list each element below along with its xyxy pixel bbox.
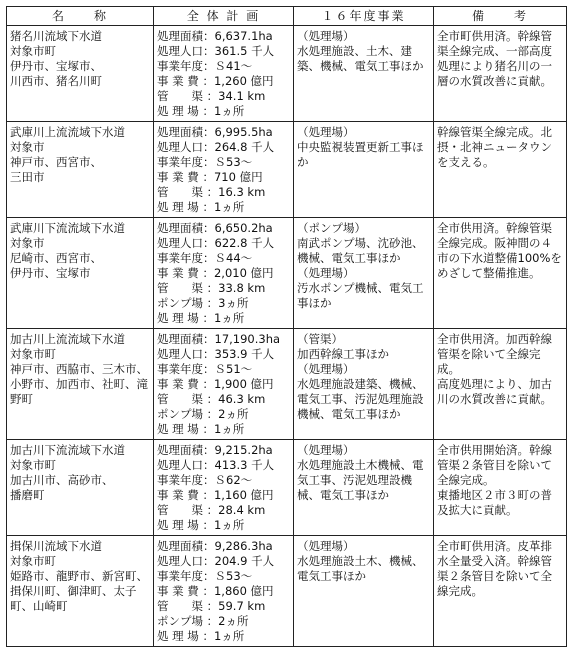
project-cell-line: 水処理施設建築、機械、電気工事、汚泥処理施設機械、電気工事ほか bbox=[297, 377, 424, 421]
name-cell-line: 揖保川流域下水道 bbox=[10, 539, 102, 553]
project-cell bbox=[294, 329, 434, 440]
project-cell-line: （処理場） bbox=[297, 29, 355, 43]
name-cell-line: 武庫川上流流域下水道 bbox=[10, 125, 125, 139]
plan-cell-line: 処理面積：17,190.3ha bbox=[157, 332, 281, 346]
name-cell-line: 加古川市、高砂市、 bbox=[10, 473, 114, 487]
notes-cell bbox=[434, 122, 567, 218]
plan-cell-line: 事業年度：Ｓ53～ bbox=[157, 155, 253, 169]
name-cell-line: 対象市 bbox=[10, 236, 45, 250]
name-cell-line: 加古川上流流域下水道 bbox=[10, 332, 125, 346]
plan-cell-line: 事 業 費 ：1,260 億円 bbox=[157, 74, 274, 88]
table-row bbox=[7, 218, 567, 329]
table-row bbox=[7, 122, 567, 218]
plan-cell bbox=[154, 26, 294, 122]
name-cell bbox=[7, 218, 154, 329]
name-cell-line: 川西市、猪名川町 bbox=[10, 74, 102, 88]
plan-cell-line: 事業年度：Ｓ62～ bbox=[157, 473, 253, 487]
project-cell-line: （処理場） bbox=[297, 125, 355, 139]
name-cell-line: 猪名川流域下水道 bbox=[10, 29, 102, 43]
name-cell-line: 神戸市、西宮市、 bbox=[10, 155, 102, 169]
plan-cell-line: 管 渠 ：59.7 km bbox=[157, 599, 266, 613]
plan-cell-line: 処理面積：9,215.2ha bbox=[157, 443, 273, 457]
header-fy16-project: １６年度事業 bbox=[294, 7, 434, 26]
sewerage-plan-table bbox=[6, 6, 567, 647]
plan-cell-line: 事 業 費 ：1,900 億円 bbox=[157, 377, 274, 391]
plan-cell bbox=[154, 329, 294, 440]
sewerage-table-container bbox=[6, 6, 567, 647]
plan-cell-line: 管 渠 ：33.8 km bbox=[157, 281, 266, 295]
plan-cell bbox=[154, 440, 294, 536]
plan-cell-line: 事業年度：Ｓ53～ bbox=[157, 569, 253, 583]
name-cell-line: 三田市 bbox=[10, 170, 45, 184]
plan-cell-line: 管 渠 ：34.1 km bbox=[157, 89, 266, 103]
name-cell-line: 尼崎市、西宮市、 bbox=[10, 251, 102, 265]
notes-cell-line: 全市供用済。加西幹線管渠を除いて全線完成。 bbox=[437, 332, 552, 376]
project-cell bbox=[294, 440, 434, 536]
plan-cell bbox=[154, 218, 294, 329]
plan-cell-line: 事 業 費 ：2,010 億円 bbox=[157, 266, 274, 280]
project-cell bbox=[294, 536, 434, 647]
project-cell-line: 加西幹線工事ほか bbox=[297, 347, 389, 361]
plan-cell-line: 処 理 場 ：1ヵ所 bbox=[157, 311, 245, 325]
name-cell-line: 播磨町 bbox=[10, 488, 45, 502]
table-row bbox=[7, 536, 567, 647]
plan-cell-line: 管 渠 ：46.3 km bbox=[157, 392, 266, 406]
plan-cell-line: ポンプ場 ：3ヵ所 bbox=[157, 296, 249, 310]
plan-cell-line: 処 理 場 ：1ヵ所 bbox=[157, 200, 245, 214]
name-cell bbox=[7, 329, 154, 440]
plan-cell bbox=[154, 122, 294, 218]
notes-cell bbox=[434, 536, 567, 647]
name-cell-line: 伊丹市、宝塚市、 bbox=[10, 59, 102, 73]
name-cell-line: 武庫川下流流域下水道 bbox=[10, 221, 125, 235]
name-cell-line: 伊丹市、宝塚市 bbox=[10, 266, 91, 280]
project-cell bbox=[294, 122, 434, 218]
plan-cell-line: 事 業 費 ：1,860 億円 bbox=[157, 584, 274, 598]
plan-cell-line: ポンプ場 ：2ヵ所 bbox=[157, 407, 249, 421]
project-cell-line: （処理場） bbox=[297, 266, 355, 280]
notes-cell-line: 全市供用済。幹線管渠全線完成。阪神間の４市の下水道整備100%をめざして整備推進。 bbox=[437, 221, 562, 280]
project-cell-line: （処理場） bbox=[297, 362, 355, 376]
plan-cell-line: 処理人口：353.9 千人 bbox=[157, 347, 275, 361]
project-cell-line: 水処理施設、土木、建築、機械、電気工事ほか bbox=[297, 44, 424, 73]
plan-cell-line: 事業年度：Ｓ51～ bbox=[157, 362, 253, 376]
plan-cell bbox=[154, 536, 294, 647]
plan-cell-line: 事業年度：Ｓ41～ bbox=[157, 59, 253, 73]
notes-cell-line: 全市町供用済。幹線管渠全線完成、一部高度処理により猪名川の一層の水質改善に貢献。 bbox=[437, 29, 552, 88]
plan-cell-line: 処理面積：6,995.5ha bbox=[157, 125, 273, 139]
name-cell-line: 対象市町 bbox=[10, 554, 56, 568]
notes-cell bbox=[434, 329, 567, 440]
name-cell-line: 姫路市、龍野市、新宮町、揖保川町、御津町、太子町、山崎町 bbox=[10, 569, 148, 613]
name-cell bbox=[7, 26, 154, 122]
header-overall-plan: 全 体 計 画 bbox=[154, 7, 294, 26]
plan-cell-line: 処理面積：9,286.3ha bbox=[157, 539, 273, 553]
notes-cell bbox=[434, 26, 567, 122]
name-cell-line: 対象市町 bbox=[10, 44, 56, 58]
plan-cell-line: 処 理 場 ：1ヵ所 bbox=[157, 422, 245, 436]
plan-cell-line: 処理人口：413.3 千人 bbox=[157, 458, 275, 472]
notes-cell-line: 高度処理により、加古川の水質改善に貢献。 bbox=[437, 377, 552, 406]
plan-cell-line: 処 理 場 ：1ヵ所 bbox=[157, 104, 245, 118]
project-cell-line: 水処理施設土木機械、電気工事、汚泥処理設機械、電気工事ほか bbox=[297, 458, 424, 502]
notes-cell-line: 東播地区２市３町の普及拡大に貢献。 bbox=[437, 488, 552, 517]
name-cell-line: 対象市町 bbox=[10, 458, 56, 472]
name-cell-line: 対象市町 bbox=[10, 347, 56, 361]
name-cell-line: 神戸市、西脇市、三木市、小野市、加西市、社町、滝野町 bbox=[10, 362, 148, 406]
plan-cell-line: 管 渠 ：28.4 km bbox=[157, 503, 266, 517]
header-remarks: 備 考 bbox=[434, 7, 567, 26]
plan-cell-line: 処 理 場 ：1ヵ所 bbox=[157, 629, 245, 643]
plan-cell-line: 事 業 費 ：710 億円 bbox=[157, 170, 263, 184]
project-cell-line: 中央監視装置更新工事ほか bbox=[297, 140, 424, 169]
project-cell bbox=[294, 26, 434, 122]
project-cell bbox=[294, 218, 434, 329]
project-cell-line: （処理場） bbox=[297, 539, 355, 553]
plan-cell-line: 処 理 場 ：1ヵ所 bbox=[157, 518, 245, 532]
plan-cell-line: ポンプ場 ：2ヵ所 bbox=[157, 614, 249, 628]
plan-cell-line: 処理面積：6,650.2ha bbox=[157, 221, 273, 235]
notes-cell-line: 全市供用開始済。幹線管渠２条管目を除いて全線完成。 bbox=[437, 443, 552, 487]
plan-cell-line: 処理人口：264.8 千人 bbox=[157, 140, 275, 154]
name-cell-line: 加古川下流流域下水道 bbox=[10, 443, 125, 457]
name-cell bbox=[7, 122, 154, 218]
plan-cell-line: 処理人口：622.8 千人 bbox=[157, 236, 275, 250]
project-cell-line: （ポンプ場） bbox=[297, 221, 366, 235]
project-cell-line: （管渠） bbox=[297, 332, 343, 346]
project-cell-line: 汚水ポンプ機械、電気工事ほか bbox=[297, 281, 424, 310]
plan-cell-line: 処理人口：361.5 千人 bbox=[157, 44, 275, 58]
name-cell bbox=[7, 536, 154, 647]
plan-cell-line: 事業年度：Ｓ44～ bbox=[157, 251, 253, 265]
plan-cell-line: 事 業 費 ：1,160 億円 bbox=[157, 488, 274, 502]
plan-cell-line: 管 渠 ：16.3 km bbox=[157, 185, 266, 199]
project-cell-line: 水処理施設土木、機械、電気工事ほか bbox=[297, 554, 424, 583]
name-cell-line: 対象市 bbox=[10, 140, 45, 154]
notes-cell bbox=[434, 218, 567, 329]
plan-cell-line: 処理面積：6,637.1ha bbox=[157, 29, 273, 43]
notes-cell-line: 幹線管渠全線完成。北摂・北神ニュータウンを支える。 bbox=[437, 125, 552, 169]
header-name: 名 称 bbox=[7, 7, 154, 26]
notes-cell-line: 全市町供用済。皮革排水全量受入済。幹線管渠２条管目を除いて全線完成。 bbox=[437, 539, 552, 598]
table-body bbox=[7, 26, 567, 647]
project-cell-line: 南武ポンプ場、沈砂池、機械、電気工事ほか bbox=[297, 236, 424, 265]
notes-cell bbox=[434, 440, 567, 536]
table-header-row bbox=[7, 7, 567, 26]
table-row bbox=[7, 440, 567, 536]
plan-cell-line: 処理人口：204.9 千人 bbox=[157, 554, 275, 568]
table-row bbox=[7, 26, 567, 122]
name-cell bbox=[7, 440, 154, 536]
table-row bbox=[7, 329, 567, 440]
project-cell-line: （処理場） bbox=[297, 443, 355, 457]
